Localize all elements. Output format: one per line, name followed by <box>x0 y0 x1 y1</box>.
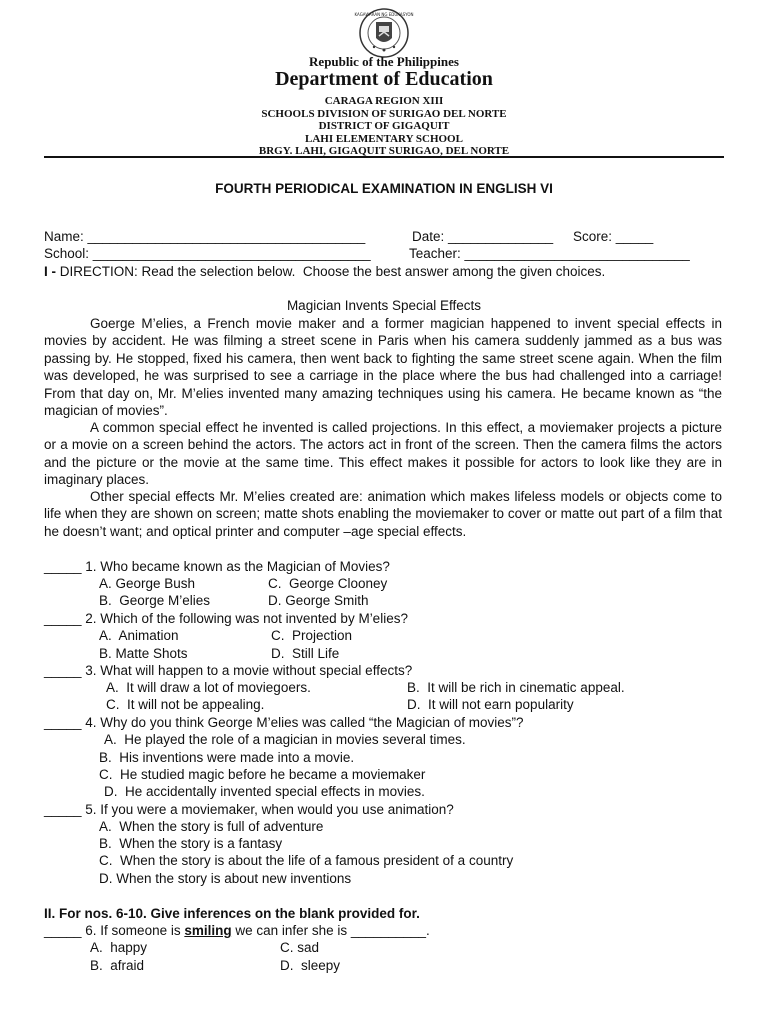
deped-seal <box>349 8 419 58</box>
district-line: DISTRICT OF GIGAQUIT <box>318 120 450 132</box>
q6-choice-a: A. happy <box>90 940 148 955</box>
q1-choice-a: A. George Bush <box>99 576 196 591</box>
q6-choice-c: C. sad <box>280 940 320 955</box>
header-divider <box>44 156 724 158</box>
q3-choice-d: D. It will not earn popularity <box>407 697 574 712</box>
q1-choice-d: D. George Smith <box>268 593 369 608</box>
part-2-heading: II. For nos. 6-10. Give inferences on the blank provided for. <box>44 906 420 921</box>
question-6: _____ 6. If someone is smiling we can infer she is __________. <box>44 923 430 938</box>
name-field[interactable]: Name: _____________________________________ <box>44 229 366 244</box>
q4-choice-b: B. His inventions were made into a movie. <box>99 750 355 765</box>
q4-choice-a: A. He played the role of a magician in movies several times. <box>104 732 466 747</box>
selection-paragraph-3: Other special effects Mr. M’elies created are: animation which makes lifeless models or objects come to life when they are shown on screen; matte shots enabling the moviemaker to cover or matte out part of a film that he doesn’t want; and optical printer and computer –age special effects. <box>44 489 722 539</box>
direction-label: I - <box>44 264 56 279</box>
q5-choice-d: D. When the story is about new inventions <box>99 871 352 886</box>
division-line: SCHOOLS DIVISION OF SURIGAO DEL NORTE <box>261 107 507 120</box>
question-4: _____ 4. Why do you think George M’elies was called “the Magician of movies”? <box>44 715 524 730</box>
selection-paragraph-1: Goerge M’elies, a French movie maker and a former magician happened to invent special effects in movies by accident. He was filming a street scene in Paris when his camera suddenly jammed as a bus was passing by. He stopped, fixed his camera, then went back to fighting the same street scene again. When the film was developed, he was surprised to see a carriage in the place where the bus had challenged into a carriage! From that day on, Mr. M’elies invented many amazing techniques using his camera. He became known as “the magician of movies”. <box>44 316 722 419</box>
q5-choice-a: A. When the story is full of adventure <box>99 819 324 834</box>
q1-choice-c: C. George Clooney <box>268 576 388 591</box>
selection-paragraph-2: A common special effect he invented is called projections. In this effect, a moviemaker projects a picture or a movie on a screen behind the actors. The actors act in front of the screen. Then the camera films the actors and the picture or the movie at the same time. This effect makes it possible for actors to look like they are in imaginary places. <box>44 420 722 488</box>
q3-choice-b: B. It will be rich in cinematic appeal. <box>407 680 625 695</box>
q2-choice-a: A. Animation <box>99 628 179 643</box>
teacher-field[interactable]: Teacher: ______________________________ <box>409 246 690 261</box>
department-heading: Department of Education <box>275 68 493 90</box>
direction <box>44 263 605 280</box>
q2-choice-d: D. Still Life <box>271 646 340 661</box>
date-field[interactable]: Date: ______________ <box>412 229 554 244</box>
seal-text: KAGAWARAN NG EDUKASYON <box>354 12 414 17</box>
q4-choice-d: D. He accidentally invented special effects in movies. <box>104 784 425 799</box>
question-2: _____ 2. Which of the following was not invented by M’elies? <box>44 611 408 626</box>
q5-choice-c: C. When the story is about the life of a famous president of a country <box>99 853 514 868</box>
question-3: _____ 3. What will happen to a movie without special effects? <box>44 663 413 678</box>
question-5: _____ 5. If you were a moviemaker, when would you use animation? <box>44 802 454 817</box>
selection-title: Magician Invents Special Effects <box>286 298 482 313</box>
address-line: BRGY. LAHI, GIGAQUIT SURIGAO, DEL NORTE <box>258 145 510 157</box>
q1-choice-b: B. George M’elies <box>99 593 211 608</box>
q6-choice-d: D. sleepy <box>280 958 341 973</box>
republic-heading: Republic of the Philippines <box>309 54 459 69</box>
region-line: CARAGA REGION XIII <box>324 95 444 107</box>
q5-choice-b: B. When the story is a fantasy <box>99 836 283 851</box>
q2-choice-b: B. Matte Shots <box>99 646 188 661</box>
q6-keyword: smiling <box>184 923 232 938</box>
school-line: LAHI ELEMENTARY SCHOOL <box>305 132 463 145</box>
q3-choice-c: C. It will not be appealing. <box>106 697 265 712</box>
score-field[interactable]: Score: _____ <box>573 229 654 244</box>
q3-choice-a: A. It will draw a lot of moviegoers. <box>106 680 311 695</box>
question-1: _____ 1. Who became known as the Magician of Movies? <box>44 559 390 574</box>
q4-choice-c: C. He studied magic before he became a moviemaker <box>99 767 426 782</box>
school-field[interactable]: School: _____________________________________ <box>44 246 371 261</box>
q2-choice-c: C. Projection <box>271 628 353 643</box>
q6-choice-b: B. afraid <box>90 958 145 973</box>
exam-title: FOURTH PERIODICAL EXAMINATION IN ENGLISH VI <box>215 181 553 196</box>
direction-text: DIRECTION: Read the selection below. Choose the best answer among the given choices. <box>56 264 606 279</box>
